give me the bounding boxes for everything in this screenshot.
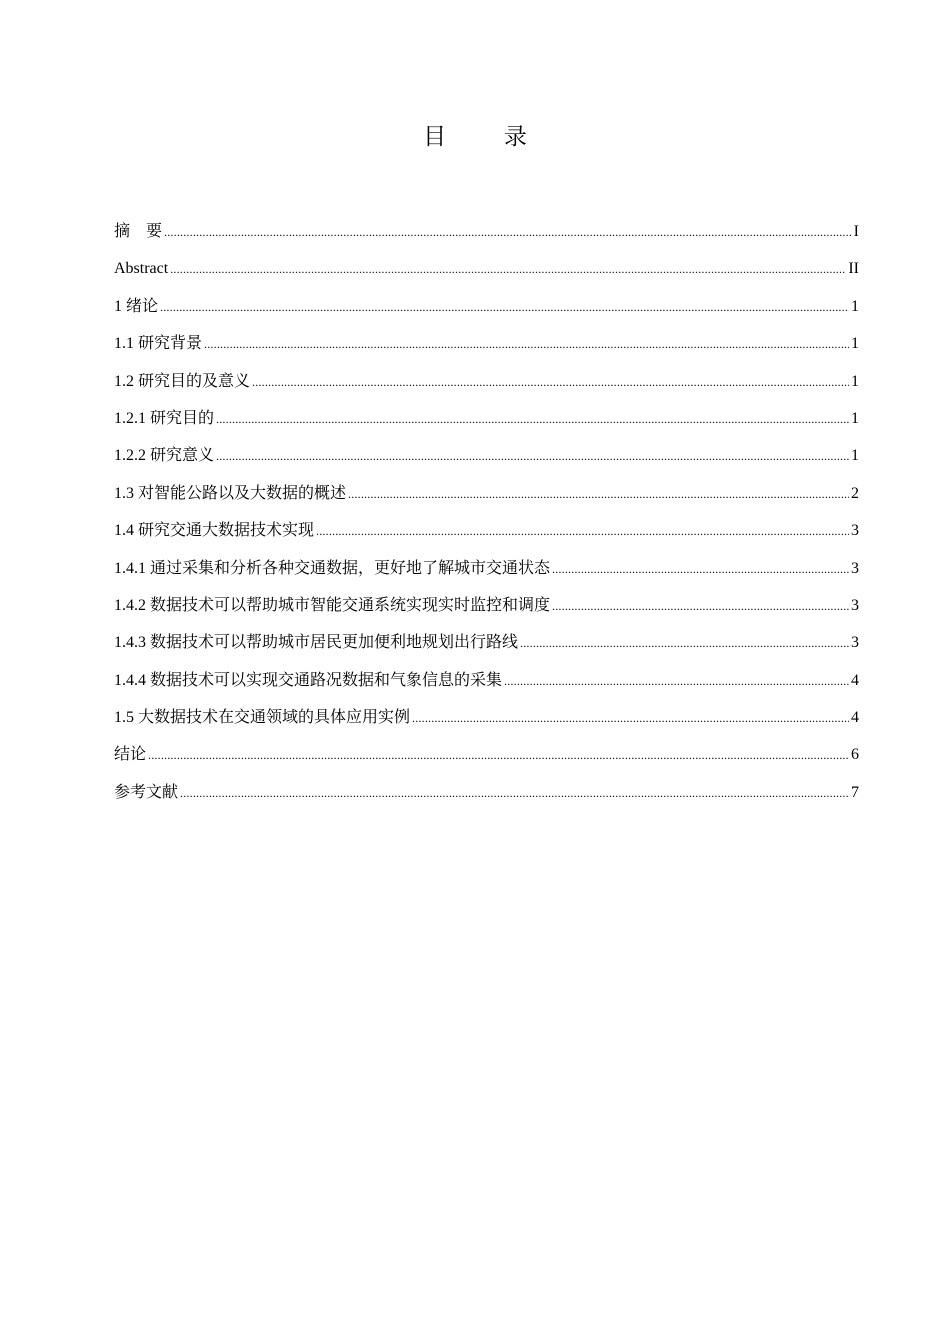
- toc-entry-page: 3: [851, 559, 859, 577]
- toc-entry-page: 1: [851, 409, 859, 427]
- toc-entry-label: Abstract: [114, 260, 169, 278]
- toc-entry-1-3[interactable]: [114, 481, 859, 518]
- table-of-contents: [114, 219, 859, 817]
- toc-dot-leader: [412, 705, 849, 731]
- toc-entry-label: 1.4 研究交通大数据技术实现: [114, 522, 315, 540]
- toc-dot-leader: [252, 369, 849, 395]
- toc-dot-leader: [504, 668, 849, 694]
- toc-entry-label: 1 绪论: [114, 297, 159, 315]
- toc-dot-leader: [180, 780, 849, 806]
- toc-entry-label: 1.2.2 研究意义: [114, 447, 215, 465]
- toc-entry-label: 1.4.1 通过采集和分析各种交通数据，更好地了解城市交通状态: [114, 559, 551, 577]
- toc-entry-label: 结论: [114, 746, 147, 764]
- toc-dot-leader: [148, 742, 849, 768]
- toc-dot-leader: [204, 331, 849, 357]
- toc-entry-1-2[interactable]: [114, 369, 859, 406]
- toc-entry-page: 1: [851, 297, 859, 315]
- toc-entry-page: 4: [851, 671, 859, 689]
- toc-dot-leader: [520, 630, 849, 656]
- toc-entry-page: 4: [851, 709, 859, 727]
- toc-dot-leader: [552, 593, 849, 619]
- toc-entry-label: 1.4.3 数据技术可以帮助城市居民更加便利地规划出行路线: [114, 634, 519, 652]
- toc-entry-label: 1.5 大数据技术在交通领域的具体应用实例: [114, 709, 411, 727]
- toc-entry-page: 3: [851, 596, 859, 614]
- toc-entry-1-1[interactable]: [114, 331, 859, 368]
- toc-dot-leader: [552, 556, 849, 582]
- toc-dot-leader: [316, 518, 849, 544]
- toc-entry-1-4-1[interactable]: [114, 556, 859, 593]
- toc-entry-page: 6: [851, 746, 859, 764]
- toc-entry-label: 摘 要: [114, 223, 163, 240]
- toc-entry-label: 参考文献: [114, 783, 179, 801]
- toc-entry-conclusion[interactable]: [114, 742, 859, 779]
- toc-entry-1-4-3[interactable]: [114, 630, 859, 667]
- toc-dot-leader: [216, 443, 849, 469]
- toc-entry-page: 3: [851, 634, 859, 652]
- toc-dot-leader: [164, 219, 852, 245]
- toc-entry-1-5[interactable]: [114, 705, 859, 742]
- toc-entry-page: 1: [851, 335, 859, 353]
- toc-entry-page: II: [848, 260, 859, 278]
- toc-entry-ch1[interactable]: [114, 294, 859, 331]
- toc-entry-page: 2: [851, 484, 859, 502]
- toc-entry-1-4-2[interactable]: [114, 593, 859, 630]
- toc-dot-leader: [216, 406, 849, 432]
- toc-entry-abstract-en[interactable]: [114, 256, 859, 293]
- toc-entry-abstract-cn[interactable]: [114, 219, 859, 256]
- toc-dot-leader: [348, 481, 849, 507]
- toc-entry-page: 7: [851, 783, 859, 801]
- toc-dot-leader: [170, 256, 846, 282]
- toc-entry-label: 1.3 对智能公路以及大数据的概述: [114, 484, 347, 502]
- toc-entry-page: 1: [851, 447, 859, 465]
- toc-dot-leader: [160, 294, 849, 320]
- toc-entry-page: I: [853, 223, 859, 240]
- toc-entry-1-2-1[interactable]: [114, 406, 859, 443]
- toc-entry-page: 3: [851, 522, 859, 540]
- toc-entry-page: 1: [851, 372, 859, 390]
- toc-entry-1-4-4[interactable]: [114, 668, 859, 705]
- toc-entry-label: 1.4.2 数据技术可以帮助城市智能交通系统实现实时监控和调度: [114, 596, 551, 614]
- toc-entry-label: 1.2 研究目的及意义: [114, 372, 251, 390]
- toc-title: 目 录: [423, 124, 553, 149]
- toc-entry-label: 1.1 研究背景: [114, 335, 203, 353]
- toc-entry-references[interactable]: [114, 780, 859, 817]
- toc-entry-1-4[interactable]: [114, 518, 859, 555]
- toc-entry-label: 1.2.1 研究目的: [114, 409, 215, 427]
- toc-entry-1-2-2[interactable]: [114, 443, 859, 480]
- toc-entry-label: 1.4.4 数据技术可以实现交通路况数据和气象信息的采集: [114, 671, 503, 689]
